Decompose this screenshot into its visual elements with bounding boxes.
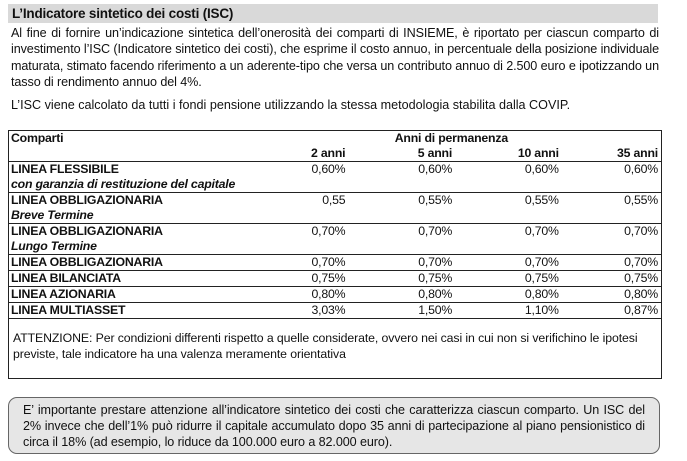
attention-note: ATTENZIONE: Per condizioni differenti rispetto a quelle considerate, ovvero nei casi in cui non si verifichino le ipotesi previste, tale indicatore ha una valenza meramente orientativa — [13, 331, 638, 361]
fund-cell — [9, 162, 242, 193]
table-period-row — [9, 146, 661, 162]
fund-name: LINEA OBBLIGAZIONARIA — [9, 255, 242, 271]
isc-value: 0,60% — [348, 162, 455, 193]
fund-name: LINEA FLESSIBILE — [11, 162, 119, 176]
table-header-row — [9, 131, 661, 146]
isc-value: 0,55% — [348, 193, 455, 224]
fund-name: LINEA BILANCIATA — [9, 271, 242, 287]
fund-subtitle: con garanzia di restituzione del capitale — [11, 177, 236, 191]
methodology-paragraph: L’ISC viene calcolato da tutti i fondi pensione utilizzando la stessa metodologia stabilita dalla COVIP. — [11, 98, 571, 112]
isc-value: 0,60% — [455, 162, 562, 193]
table-row — [9, 255, 661, 271]
header-period-35: 35 anni — [562, 146, 661, 162]
isc-value: 0,87% — [562, 303, 661, 319]
isc-value: 0,70% — [455, 224, 562, 255]
isc-value: 0,70% — [242, 255, 349, 271]
table-row — [9, 193, 661, 224]
isc-value: 0,55% — [562, 193, 661, 224]
header-period-10: 10 anni — [455, 146, 562, 162]
isc-value: 0,70% — [348, 224, 455, 255]
header-anni-permanenza: Anni di permanenza — [394, 131, 508, 145]
fund-subtitle: Lungo Termine — [11, 239, 97, 253]
isc-value: 0,80% — [562, 287, 661, 303]
isc-value: 0,55% — [455, 193, 562, 224]
header-comparti: Comparti — [11, 131, 64, 145]
fund-name: LINEA OBBLIGAZIONARIA — [11, 224, 163, 238]
isc-value: 0,75% — [455, 271, 562, 287]
cost-impact-callout: E’ importante prestare attenzione all’indicatore sintetico dei costi che caratterizza ciascun comparto. Un ISC del 2% invece che dell’1% può ridurre il capitale accumulato dopo 35 anni di partecipazione al piano pensionistico di circa il 18% (ad esempio, lo riduce da 100.000 euro a 82.000 euro). — [8, 397, 660, 454]
header-period-2: 2 anni — [242, 146, 349, 162]
fund-subtitle: Breve Termine — [11, 208, 94, 222]
header-spacer — [9, 146, 242, 162]
isc-value: 0,70% — [562, 224, 661, 255]
table-row — [9, 287, 661, 303]
table-row — [9, 162, 661, 193]
fund-name: LINEA MULTIASSET — [9, 303, 242, 319]
isc-value: 0,80% — [455, 287, 562, 303]
table-row — [9, 303, 661, 319]
header-period-5: 5 anni — [348, 146, 455, 162]
isc-value: 0,70% — [242, 224, 349, 255]
isc-value: 0,70% — [455, 255, 562, 271]
isc-value: 0,60% — [242, 162, 349, 193]
isc-value: 0,70% — [562, 255, 661, 271]
intro-paragraph: Al fine di fornire un’indicazione sintetica dell’onerosità dei comparti di INSIEME, è riportato per ciascun comparto di investimento l’ISC (Indicatore sintetico dei costi), che esprime il costo annuo, in percentuale della posizione individuale maturata, stimato facendo riferimento a un aderente-tipo che versa un contributo annuo di 2.500 euro e ipotizzando un tasso di rendimento annuo del 4%. — [11, 26, 659, 90]
fund-cell — [9, 224, 242, 255]
fund-name: LINEA OBBLIGAZIONARIA — [11, 193, 163, 207]
isc-value: 0,75% — [562, 271, 661, 287]
isc-value: 0,80% — [348, 287, 455, 303]
isc-value: 0,70% — [348, 255, 455, 271]
isc-value: 0,80% — [242, 287, 349, 303]
isc-table-box — [8, 130, 662, 379]
isc-value: 0,75% — [242, 271, 349, 287]
isc-value: 0,75% — [348, 271, 455, 287]
section-title: L’Indicatore sintetico dei costi (ISC) — [8, 4, 658, 23]
isc-value: 1,10% — [455, 303, 562, 319]
isc-value: 0,55 — [242, 193, 349, 224]
isc-table — [9, 131, 661, 319]
isc-value: 1,50% — [348, 303, 455, 319]
isc-value: 0,60% — [562, 162, 661, 193]
fund-cell — [9, 193, 242, 224]
isc-value: 3,03% — [242, 303, 349, 319]
table-row — [9, 271, 661, 287]
fund-name: LINEA AZIONARIA — [9, 287, 242, 303]
table-row — [9, 224, 661, 255]
